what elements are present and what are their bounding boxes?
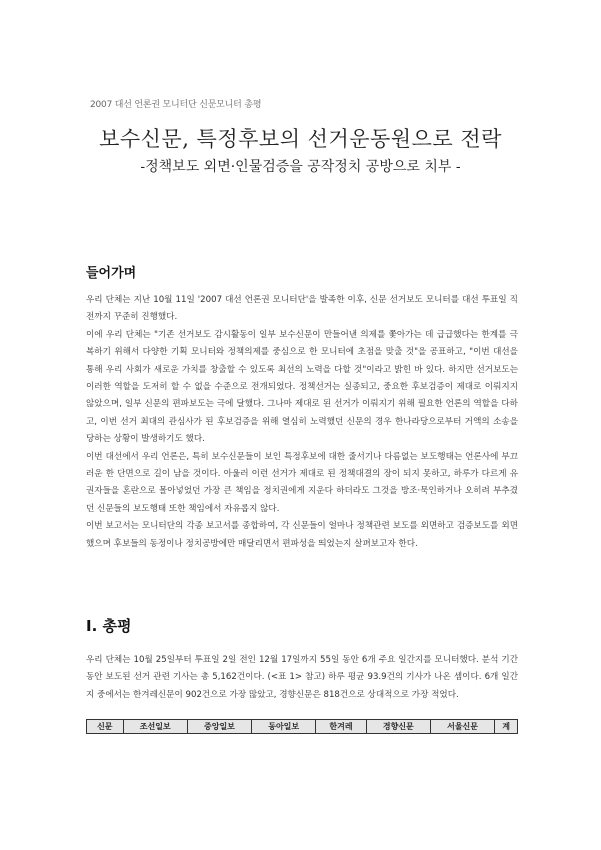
table-header-cell: 경향신문 — [366, 720, 430, 734]
table-header-row — [87, 720, 518, 734]
table-header-cell: 서울신문 — [430, 720, 494, 734]
header-note: 2007 대선 언론권 모니터단 신문모니터 총평 — [90, 100, 262, 110]
table-header-cell: 계 — [495, 720, 518, 734]
intro-paragraph-3: 이번 대선에서 우리 언론은, 특히 보수신문들이 보인 특정후보에 대한 줄서기나 다름없는 보도행태는 언론사에 부끄러운 한 단면으로 길이 남을 것이다. 아울러 이런 선거가 제대로 된 정책대결의 장이 되지 못하고, 하루가 다르게 유권자들을 혼란으로 몰아넣었던 가장 큰 책임을 정치권에게 지운다 하더라도 그것을 방조·묵인하거나 오히려 부추겼던 신문들의 보도행태 또한 책임에서 자유롭지 않다. — [86, 451, 518, 514]
table-header-cell: 조선일보 — [123, 720, 187, 734]
section-one-heading: Ⅰ. 총평 — [86, 617, 132, 635]
table-header-cell: 중앙일보 — [187, 720, 251, 734]
report-title: 보수신문, 특정후보의 선거운동원으로 전락 — [99, 127, 502, 151]
report-subtitle: -정책보도 외면·인물검증을 공작정치 공방으로 치부 - — [140, 159, 461, 175]
intro-paragraph-2: 이에 우리 단체는 "기존 선거보도 감시활동이 일부 보수신문이 만들어낸 의제를 쫓아가는 데 급급했다는 한계를 극복하기 위해서 다양한 기획 모니터와 정책의제를 중심으로 한 모니터에 초점을 맞출 것"을 공표하고, "이번 대선을 통해 우리 사회가 새로운 가치를 창출할 수 있도록 최선의 노력을 다할 것"이라고 밝힌 바 있다. 하지만 선거보도는 이러한 역할을 도저히 할 수 없을 수준으로 전개되었다. 정책선거는 실종되고, 중요한 후보검증이 제대로 이뤄지지 않았으며, 일부 신문의 편파보도는 극에 달했다. 그나마 제대로 된 선거가 이뤄지기 위해 필요한 언론의 역할을 다하고, 이번 선거 최대의 관심사가 된 후보검증을 위해 열심히 노력했던 신문의 경우 한나라당으로부터 거액의 소송을 당하는 상황이 발생하기도 했다. — [86, 329, 518, 445]
table-header-cell: 한겨레 — [316, 720, 366, 734]
section-one-body — [86, 652, 518, 704]
section-one-paragraph-1: 우리 단체는 10월 25일부터 투표일 2일 전인 12월 17일까지 55일 동안 6개 주요 일간지를 모니터했다. 분석 기간 동안 보도된 선거 관련 기사는 총 5,162건이다. (<표 1> 참고) 하루 평균 93.9건의 기사가 나온 셈이다. 6개 일간지 중에서는 한겨레신문이 902건으로 가장 많았고, 경향신문은 818건으로 상대적으로 가장 적었다. — [86, 655, 518, 700]
intro-paragraph-4: 이번 보고서는 모니터단의 각종 보고서를 종합하여, 각 신문들이 얼마나 정책관련 보도를 외면하고 검증보도를 외면했으며 후보들의 동정이나 정치공방에만 매달리면서 편파성을 띄었는지 살펴보고자 한다. — [86, 521, 518, 549]
article-count-table — [86, 719, 518, 734]
intro-heading: 들어가며 — [86, 266, 137, 281]
intro-paragraph-1: 우리 단체는 지난 10월 11일 '2007 대선 언론권 모니터단'을 발족한 이후, 신문 선거보도 모니터를 대선 투표일 직전까지 꾸준히 진행했다. — [86, 295, 518, 323]
table-header-cell: 동아일보 — [252, 720, 316, 734]
intro-body — [86, 292, 518, 553]
table-header-cell: 신문 — [87, 720, 124, 734]
